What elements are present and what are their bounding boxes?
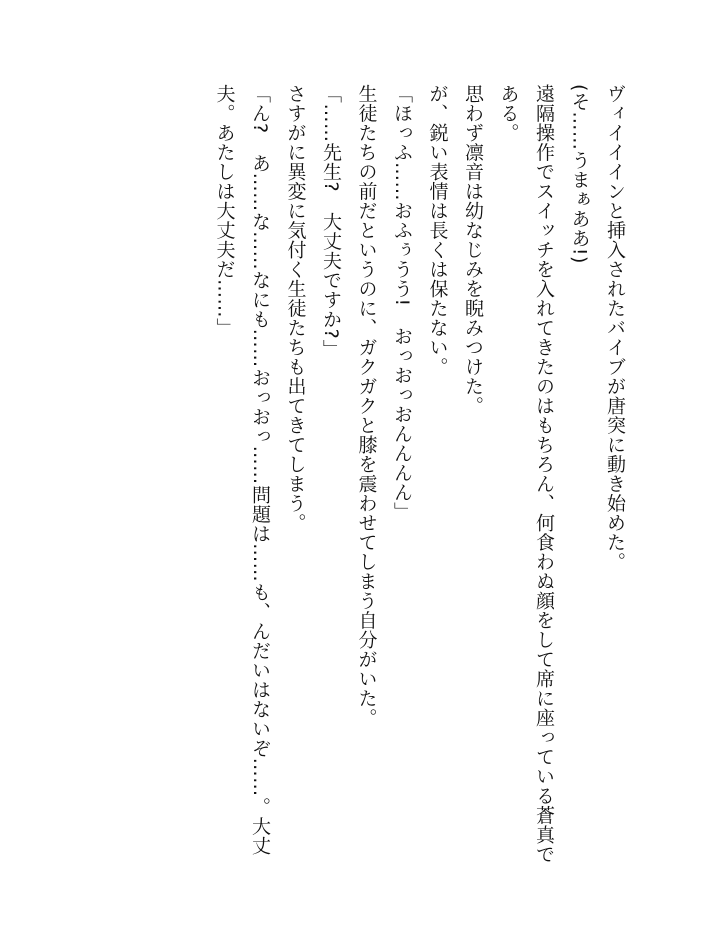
paragraph-6: 「ほっふ……おふぅうう! おっおっおんんんん」	[391, 84, 413, 522]
vertical-text-block	[206, 84, 632, 864]
paragraph-5: が、鋭い表情は長くは保たない。	[426, 84, 449, 377]
paragraph-9: さすがに異変に気付く生徒たちも出てきてしまう。	[284, 84, 307, 533]
paragraph-1: ヴィイイインと挿入されたバイブが唐突に動き始めた。	[604, 84, 626, 572]
paragraph-4: 思わず凛音は幼なじみを睨みつけた。	[462, 84, 484, 416]
paragraph-2: (そ……うまぁああ!)	[568, 84, 591, 264]
paragraph-8: 「……先生? 大丈夫ですか?」	[320, 84, 342, 359]
paragraph-7: 生徒たちの前だというのに、ガクガクと膝を震わせてしまう自分がいた。	[355, 84, 378, 728]
paragraph-3: 遠隔操作でスイッチを入れてきたのはもちろん、何食わぬ顔をして席に座っている蒼真である。	[497, 84, 555, 864]
paragraph-10: 「ん? あ……な……なにも……おっおっ……問題は……も、んだいはないぞ……。大丈夫。あたしは大丈夫だ……」	[213, 84, 271, 856]
